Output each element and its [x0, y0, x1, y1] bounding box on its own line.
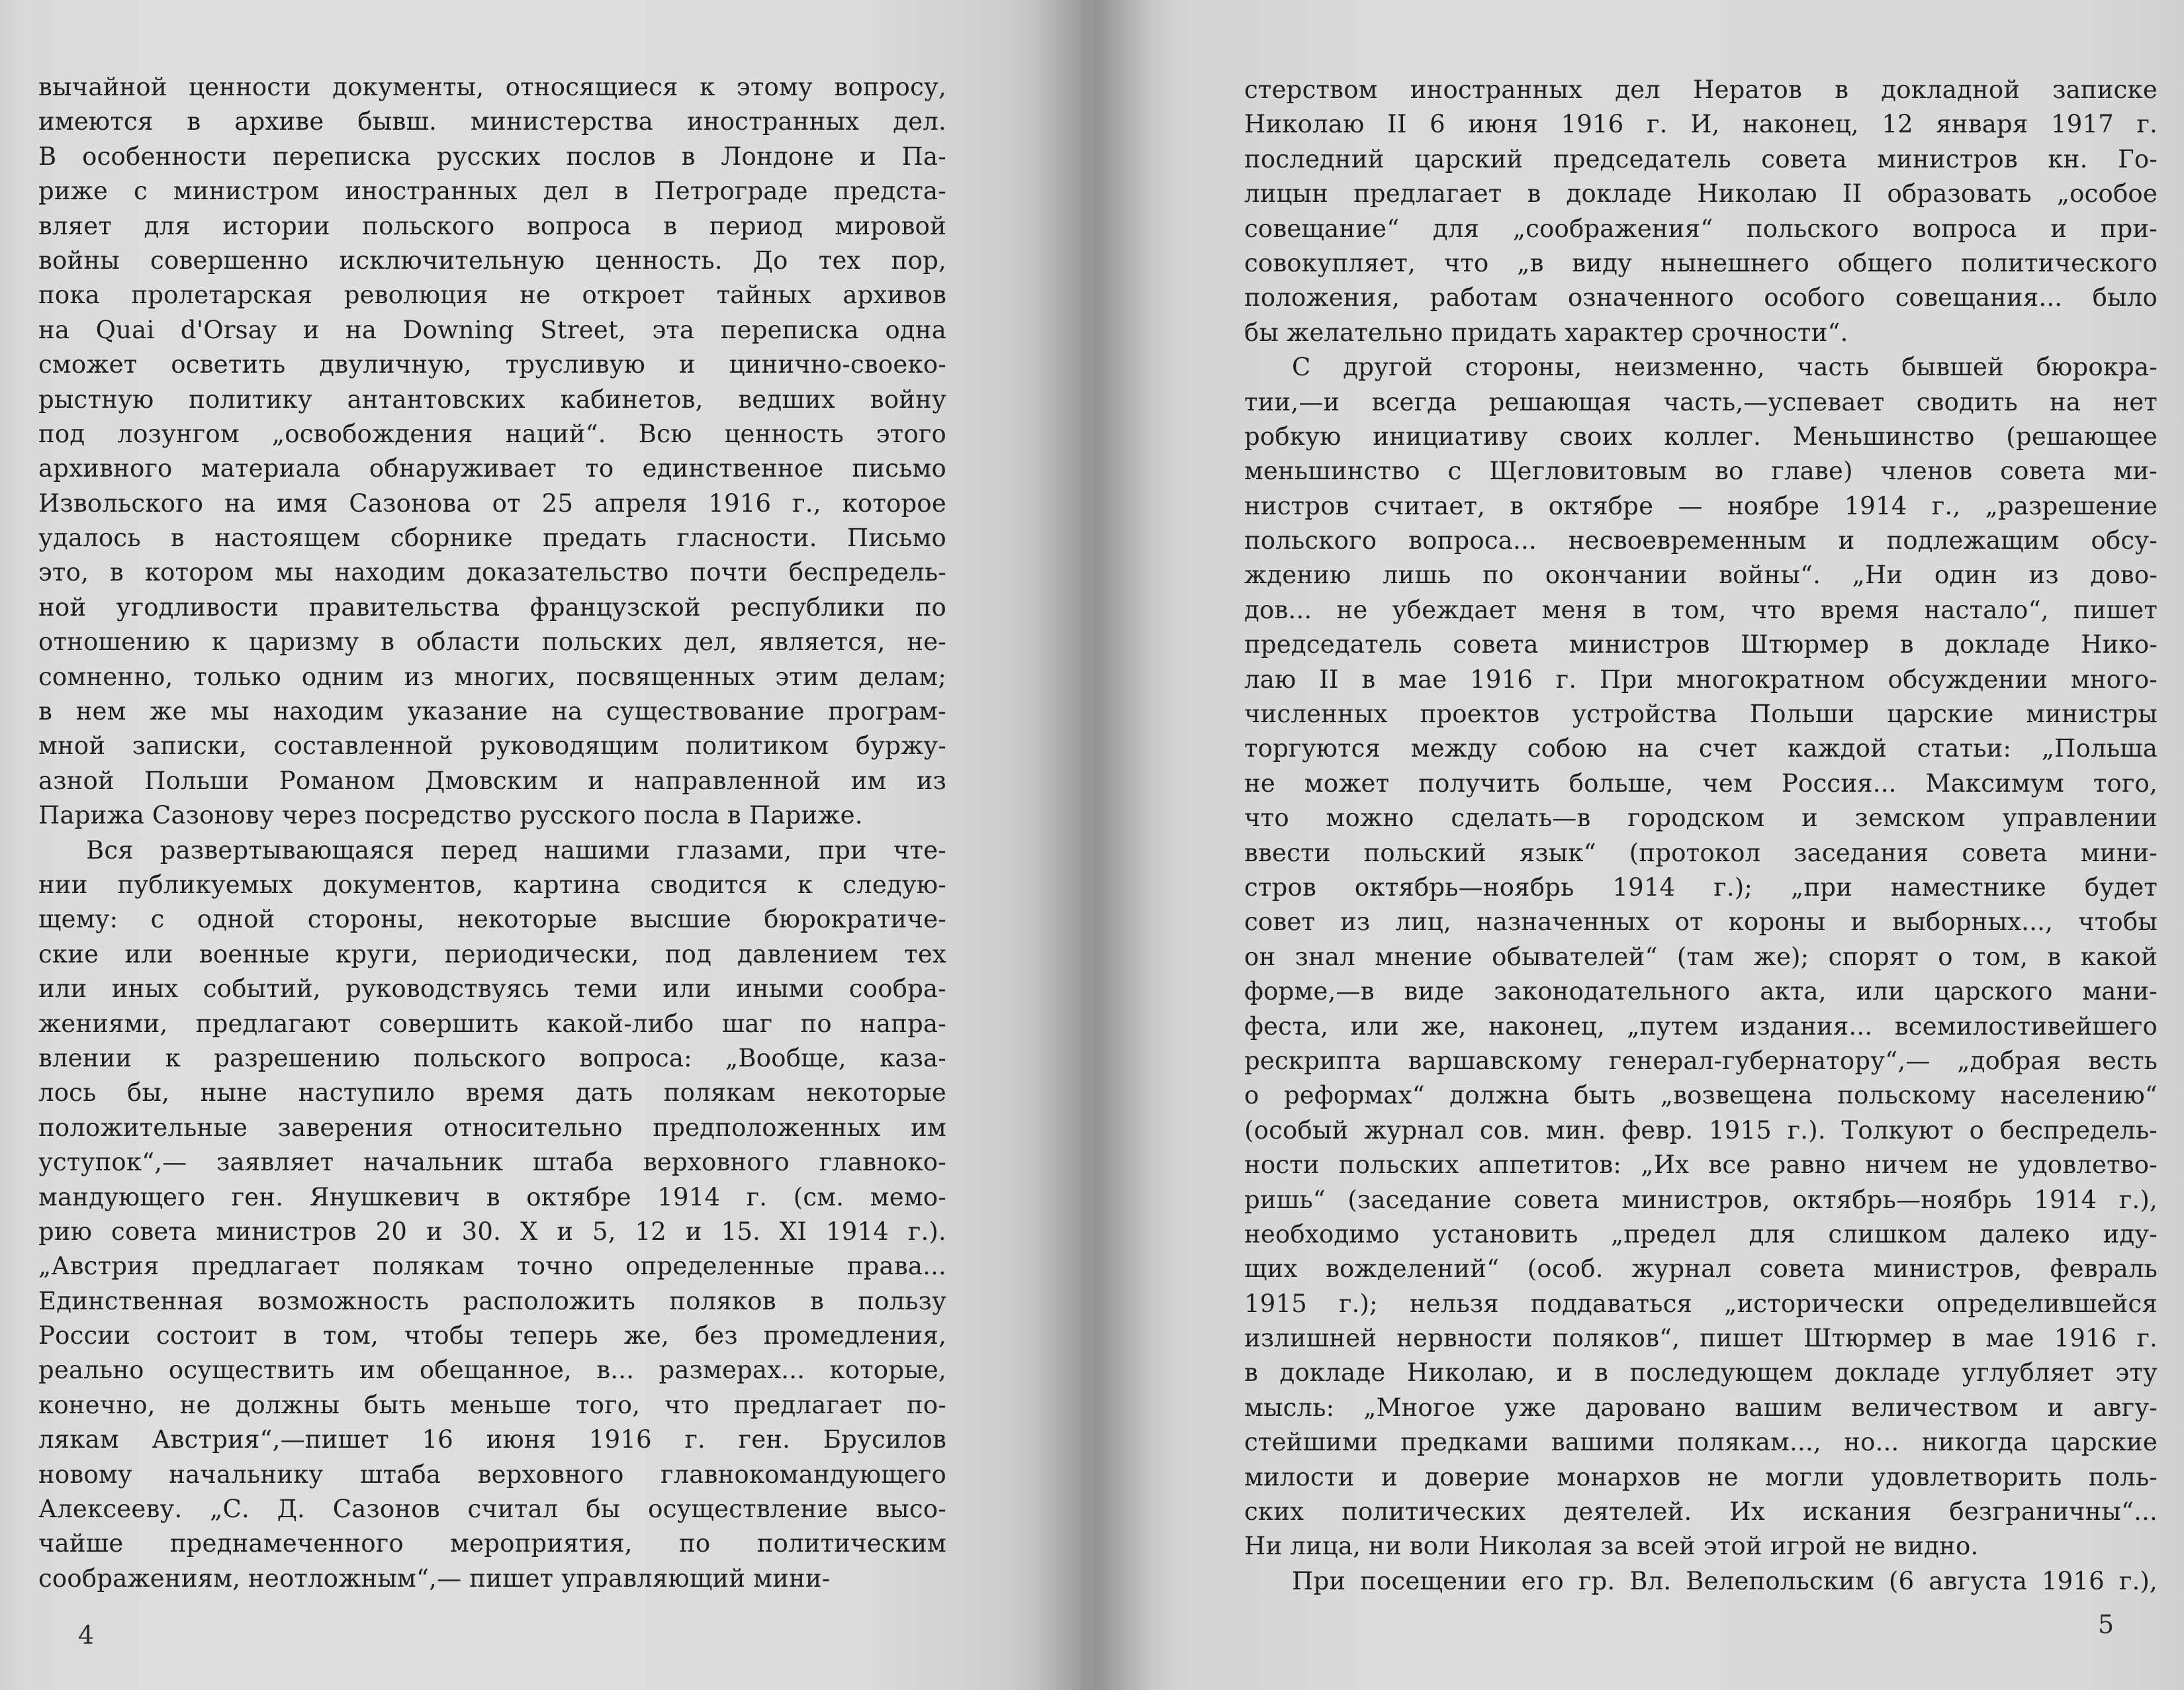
- text-line: председатель совета министров Штюрмер в докладе Нико-: [1244, 630, 2158, 659]
- text-line: ной угодливости правительства французской республики по: [38, 592, 946, 622]
- text-line: необходимо установить „предел для слишком далеко иду-: [1244, 1219, 2158, 1248]
- text-line: жениями, предлагают совершить какой-либо шаг по напра-: [38, 1009, 946, 1038]
- text-line: лякам Австрия“,—пишет 16 июня 1916 г. ген. Брусилов: [38, 1425, 946, 1454]
- text-line: риже с министром иностранных дел в Петрограде предста-: [38, 177, 946, 206]
- text-line: численных проектов устройства Польши царские министры: [1244, 700, 2158, 729]
- text-line: отношению к царизму в области польских дел, является, не-: [38, 628, 946, 657]
- text-line: сомненно, только одним из многих, посвященных этим делам;: [38, 662, 946, 691]
- text-line: под лозунгом „освобождения наций“. Всю ценность этого: [38, 419, 946, 448]
- text-line: стров октябрь—ноябрь 1914 г.); „при наместнике будет: [1244, 872, 2158, 902]
- text-line: чайше преднамеченного мероприятия, по политическим: [38, 1529, 946, 1558]
- text-line: нии публикуемых документов, картина сводится к следую-: [38, 870, 946, 899]
- text-line: Ни лица, ни воли Николая за всей этой игрой не видно.: [1244, 1532, 1979, 1561]
- text-line: торгуются между собою на счет каждой статьи: „Польша: [1244, 734, 2158, 763]
- text-line: реально осуществить им обещанное, в... размерах... которые,: [38, 1356, 946, 1385]
- text-line: робкую инициативу своих коллег. Меньшинство (решающее: [1244, 422, 2158, 451]
- text-line: нистров считает, в октябре — ноябре 1914 г., „разрешение: [1244, 491, 2158, 520]
- text-line: лаю II в мае 1916 г. При многократном обсуждении много-: [1244, 665, 2158, 694]
- text-line: совет из лиц, назначенных от короны и выборных..., чтобы: [1244, 908, 2158, 937]
- left-page-text: [38, 70, 946, 1596]
- text-line: совокупляет, что „в виду нынешнего общего политического: [1244, 248, 2158, 277]
- text-line: уступок“,— заявляет начальник штаба верховного главноко-: [38, 1148, 946, 1177]
- right-page: [1092, 0, 2184, 1690]
- text-line: При посещении его гр. Вл. Велепольским (6 августа 1916 г.),: [1292, 1566, 2158, 1595]
- text-line: что можно сделать—в городском и земском управлении: [1244, 804, 2158, 833]
- text-line: Парижа Сазонову через посредство русского посла в Париже.: [38, 801, 863, 830]
- text-line: Извольского на имя Сазонова от 25 апреля 1916 г., которое: [38, 489, 946, 518]
- text-line: щему: с одной стороны, некоторые высшие бюрократиче-: [38, 905, 946, 934]
- text-line: стерством иностранных дел Нератов в докладной записке: [1244, 75, 2158, 104]
- text-line: рыстную политику антантовских кабинетов, ведших войну: [38, 385, 946, 414]
- text-line: не может получить больше, чем Россия... Максимум того,: [1244, 769, 2158, 798]
- text-line: мандующего ген. Янушкевич в октябре 1914 г. (см. мемо-: [38, 1182, 946, 1211]
- text-line: Вся развертывающаяся перед нашими глазами, при чте-: [86, 835, 946, 865]
- text-line: Единственная возможность расположить поляков в пользу: [38, 1286, 946, 1315]
- text-line: (особый журнал сов. мин. февр. 1915 г.). Толкуют о беспредель-: [1244, 1115, 2158, 1145]
- right-page-number: 5: [2098, 1610, 2115, 1639]
- text-line: России состоит в том, чтобы теперь же, без промедления,: [38, 1321, 946, 1350]
- text-line: 1915 г.); нельзя поддаваться „исторически определившейся: [1244, 1289, 2158, 1318]
- text-line: Николаю II 6 июня 1916 г. И, наконец, 12 января 1917 г.: [1244, 110, 2158, 139]
- text-line: милости и доверие монархов не могли удовлетворить поль-: [1244, 1462, 2158, 1491]
- text-line: Алексееву. „С. Д. Сазонов считал бы осуществление высо-: [38, 1495, 946, 1524]
- text-line: сможет осветить двуличную, трусливую и цинично-своеко-: [38, 350, 946, 379]
- text-line: ских политических деятелей. Их искания безграничны“...: [1244, 1497, 2158, 1526]
- text-line: положительные заверения относительно предположенных им: [38, 1113, 946, 1142]
- text-line: лось бы, ныне наступило время дать полякам некоторые: [38, 1078, 946, 1107]
- text-line: тии,—и всегда решающая часть,—успевает сводить на нет: [1244, 387, 2158, 416]
- text-line: рию совета министров 20 и 30. X и 5, 12 и 15. XI 1914 г.).: [38, 1217, 946, 1246]
- text-line: конечно, не должны быть меньше того, что предлагает по-: [38, 1390, 946, 1419]
- text-line: положения, работам означенного особого совещания... было: [1244, 283, 2158, 312]
- text-line: мной записки, составленной руководящим политиком буржу-: [38, 731, 946, 761]
- text-line: стейшими предками вашими полякам..., но... никогда царские: [1244, 1428, 2158, 1457]
- text-line: ришь“ (заседание совета министров, октябрь—ноябрь 1914 г.),: [1244, 1185, 2158, 1214]
- text-line: феста, или же, наконец, „путем издания... всемилостивейшего: [1244, 1011, 2158, 1041]
- text-line: ности польских аппетитов: „Их все равно ничем не удовлетво-: [1244, 1150, 2158, 1180]
- text-line: соображениям, неотложным“,— пишет управляющий мини-: [38, 1564, 831, 1593]
- text-line: азной Польши Романом Дмовским и направленной им из: [38, 766, 946, 795]
- text-line: имеются в архиве бывш. министерства иностранных дел.: [38, 107, 946, 136]
- text-line: пока пролетарская революция не откроет тайных архивов: [38, 281, 946, 310]
- text-line: польского вопроса... несвоевременным и подлежащим обсу-: [1244, 526, 2158, 555]
- text-line: дов... не убеждает меня в том, что время настало“, пишет: [1244, 595, 2158, 624]
- text-line: ввести польский язык“ (протокол заседания совета мини-: [1244, 838, 2158, 867]
- left-page: [0, 0, 1059, 1690]
- text-line: лицын предлагает в докладе Николаю II образовать „особое: [1244, 179, 2158, 209]
- text-line: вляет для истории польского вопроса в период мировой: [38, 211, 946, 240]
- text-line: влении к разрешению польского вопроса: „Вообще, каза-: [38, 1043, 946, 1072]
- left-page-number: 4: [78, 1620, 95, 1650]
- right-page-text: [1244, 73, 2158, 1599]
- text-line: в докладе Николаю, и в последующем докладе углубляет эту: [1244, 1358, 2158, 1387]
- text-line: последний царский председатель совета министров кн. Го-: [1244, 144, 2158, 173]
- text-line: в нем же мы находим указание на существование програм-: [38, 697, 946, 726]
- text-line: излишней нервности поляков“, пишет Штюрмер в мае 1916 г.: [1244, 1324, 2158, 1353]
- text-line: форме,—в виде законодательного акта, или царского мани-: [1244, 977, 2158, 1006]
- text-line: В особенности переписка русских послов в Лондоне и Па-: [38, 142, 946, 171]
- text-line: это, в котором мы находим доказательство почти беспредель-: [38, 558, 946, 587]
- text-line: о реформах“ должна быть „возвещена польскому населению“: [1244, 1081, 2158, 1110]
- text-line: новому начальнику штаба верховного главнокомандующего: [38, 1460, 946, 1489]
- text-line: удалось в настоящем сборнике предать гласности. Письмо: [38, 524, 946, 553]
- text-line: на Quai d'Orsay и на Downing Street, эта переписка одна: [38, 315, 946, 344]
- text-line: архивного материала обнаруживает то единственное письмо: [38, 454, 946, 483]
- text-line: ждению лишь по окончании войны“. „Ни один из дово-: [1244, 561, 2158, 590]
- text-line: „Австрия предлагает полякам точно определенные права...: [38, 1252, 946, 1281]
- text-line: или иных событий, руководствуясь теми или иными сообра-: [38, 974, 946, 1004]
- text-line: ские или военные круги, периодически, под давлением тех: [38, 939, 946, 968]
- text-line: войны совершенно исключительную ценность. До тех пор,: [38, 246, 946, 275]
- text-line: меньшинство с Щегловитовым во главе) членов совета ми-: [1244, 457, 2158, 486]
- text-line: мысль: „Многое уже даровано вашим величеством и авгу-: [1244, 1393, 2158, 1422]
- text-line: он знал мнение обывателей“ (там же); спорят о том, в какой: [1244, 942, 2158, 971]
- text-line: бы желательно придать характер срочности“.: [1244, 318, 1848, 347]
- text-line: вычайной ценности документы, относящиеся к этому вопросу,: [38, 73, 946, 101]
- text-line: С другой стороны, неизменно, часть бывшей бюрокра-: [1292, 353, 2158, 382]
- text-line: рескрипта варшавскому генерал-губернатору“,— „добрая весть: [1244, 1046, 2158, 1075]
- text-line: совещание“ для „соображения“ польского вопроса и при-: [1244, 214, 2158, 243]
- text-line: щих вожделений“ (особ. журнал совета министров, февраль: [1244, 1254, 2158, 1284]
